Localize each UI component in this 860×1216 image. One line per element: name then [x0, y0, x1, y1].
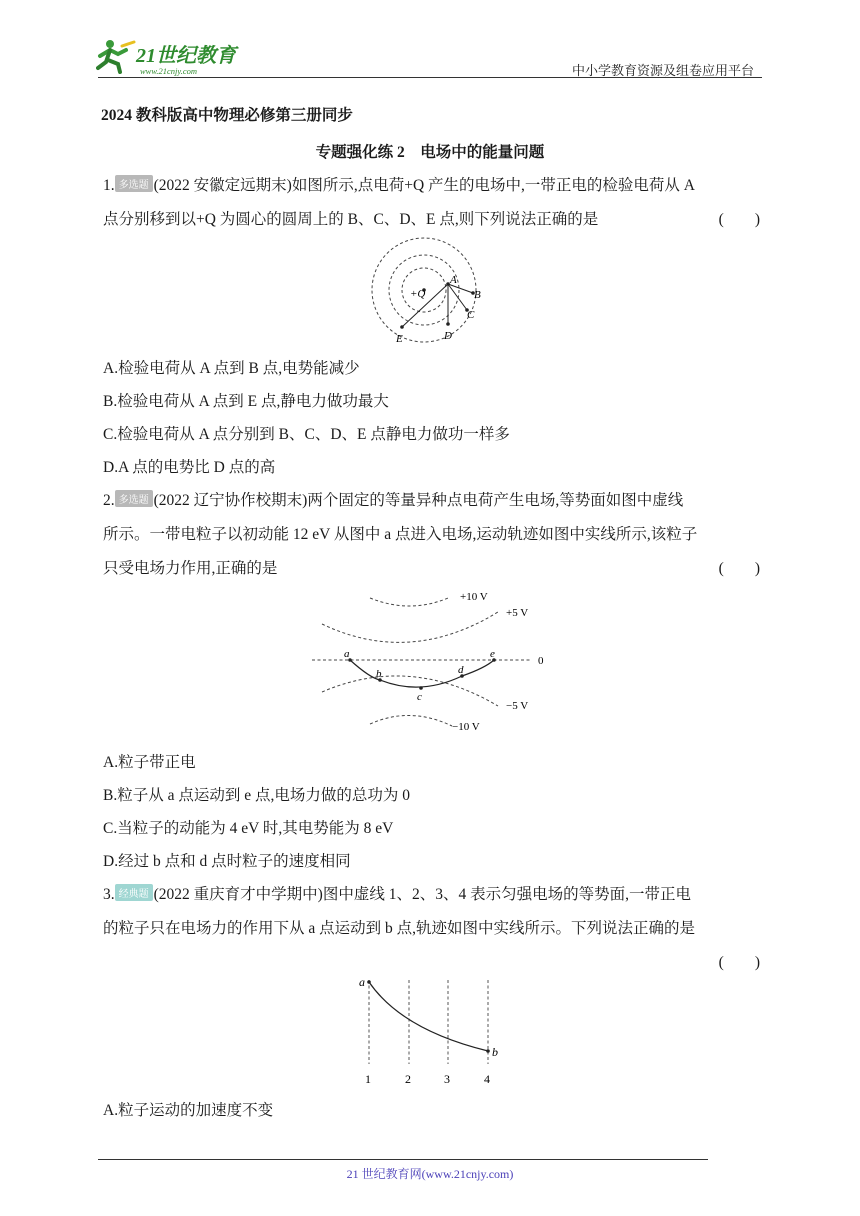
answer-blank: ( )	[718, 560, 760, 577]
logo-url: www.21cnjy.com	[140, 66, 197, 76]
label-c: c	[417, 691, 422, 703]
point-a	[367, 980, 371, 984]
label-b: b	[376, 668, 382, 680]
particle-trajectory	[369, 982, 488, 1051]
label-plus-10v: +10 V	[460, 591, 488, 603]
label-4: 4	[484, 1072, 490, 1086]
label-minus-5v: −5 V	[506, 700, 529, 712]
figure-uniform-field	[352, 972, 512, 1090]
footer-text: 21 世纪教育网(www.21cnjy.com)	[346, 1167, 514, 1181]
question-1-line-2: 点分别移到以+Q 为圆心的圆周上的 B、C、D、E 点,则下列说法正确的是	[103, 211, 599, 228]
question-number: 1.	[103, 177, 115, 194]
question-type-badge: 经典题	[115, 884, 153, 901]
question-stem: (2022 重庆育才中学期中)图中虚线 1、2、3、4 表示匀强电场的等势面,一带正电	[153, 886, 691, 903]
site-name: 中小学教育资源及组卷应用平台	[571, 63, 754, 78]
label-d: D	[444, 330, 452, 342]
question-2-option-d: D.经过 b 点和 d 点时粒子的速度相同	[103, 853, 351, 870]
header-divider	[98, 77, 762, 78]
section-title: 专题强化练 2 电场中的能量问题	[315, 144, 545, 161]
label-minus-10v: −10 V	[452, 721, 480, 733]
question-2-line-2: 所示。一带电粒子以初动能 12 eV 从图中 a 点进入电场,运动轨迹如图中实线所示,该粒子	[103, 526, 698, 543]
question-2-line-3: 只受电场力作用,正确的是	[103, 560, 278, 577]
question-2-option-a: A.粒子带正电	[103, 754, 196, 771]
label-b: b	[492, 1045, 498, 1059]
label-d: d	[458, 664, 464, 676]
question-1-option-c: C.检验电荷从 A 点分别到 B、C、D、E 点静电力做功一样多	[103, 426, 510, 443]
question-3-line-2: 的粒子只在电场力的作用下从 a 点运动到 b 点,轨迹如图中实线所示。下列说法正确的是	[103, 920, 696, 937]
site-logo	[96, 36, 256, 78]
label-1: 1	[365, 1072, 371, 1086]
question-type-badge: 多选题	[115, 490, 153, 507]
question-1-option-b: B.检验电荷从 A 点到 E 点,静电力做功最大	[103, 393, 389, 410]
question-1-line-1	[103, 173, 695, 195]
equipotential-plus-10	[370, 598, 448, 606]
question-2-line-1	[103, 488, 683, 510]
label-e: E	[396, 333, 403, 345]
answer-blank: ( )	[718, 211, 760, 228]
label-2: 2	[405, 1072, 411, 1086]
equipotential-minus-10	[370, 715, 452, 726]
document-title: 2024 教科版高中物理必修第三册同步	[101, 107, 353, 124]
equipotential-plus-5	[322, 612, 498, 642]
figure-dipole-equipotentials	[300, 584, 560, 740]
label-a: A	[450, 274, 457, 286]
question-number: 3.	[103, 886, 115, 903]
label-plus-5v: +5 V	[506, 607, 529, 619]
particle-trajectory	[350, 660, 494, 687]
logo-runner-icon	[96, 36, 256, 78]
question-2-option-c: C.当粒子的动能为 4 eV 时,其电势能为 8 eV	[103, 820, 394, 837]
question-3-line-1	[103, 882, 691, 904]
question-stem: (2022 安徽定远期末)如图所示,点电荷+Q 产生的电场中,一带正电的检验电荷从 A	[153, 177, 695, 194]
equipotential-minus-5	[322, 676, 498, 706]
question-3-option-a: A.粒子运动的加速度不变	[103, 1102, 274, 1119]
question-1-option-d: D.A 点的电势比 D 点的高	[103, 459, 276, 476]
point-b	[486, 1049, 490, 1053]
label-q: +Q	[410, 288, 426, 300]
question-type-badge: 多选题	[115, 175, 153, 192]
label-a: a	[359, 975, 365, 989]
question-2-option-b: B.粒子从 a 点运动到 e 点,电场力做的总功为 0	[103, 787, 410, 804]
logo-text: 21世纪教育	[136, 45, 236, 67]
label-e: e	[490, 648, 495, 660]
footer-divider	[98, 1159, 708, 1160]
point-e	[400, 325, 404, 329]
question-number: 2.	[103, 492, 115, 509]
point-d	[446, 322, 450, 326]
label-b: B	[474, 289, 481, 301]
answer-blank: ( )	[718, 954, 760, 971]
point-c	[419, 686, 423, 690]
label-c: C	[467, 309, 475, 321]
label-3: 3	[444, 1072, 450, 1086]
question-1-option-a: A.检验电荷从 A 点到 B 点,电势能减少	[103, 360, 360, 377]
question-stem: (2022 辽宁协作校期末)两个固定的等量异种点电荷产生电场,等势面如图中虚线	[153, 492, 684, 509]
label-a: a	[344, 648, 350, 660]
label-zero: 0	[538, 655, 544, 667]
figure-point-charge-circles	[370, 236, 500, 348]
